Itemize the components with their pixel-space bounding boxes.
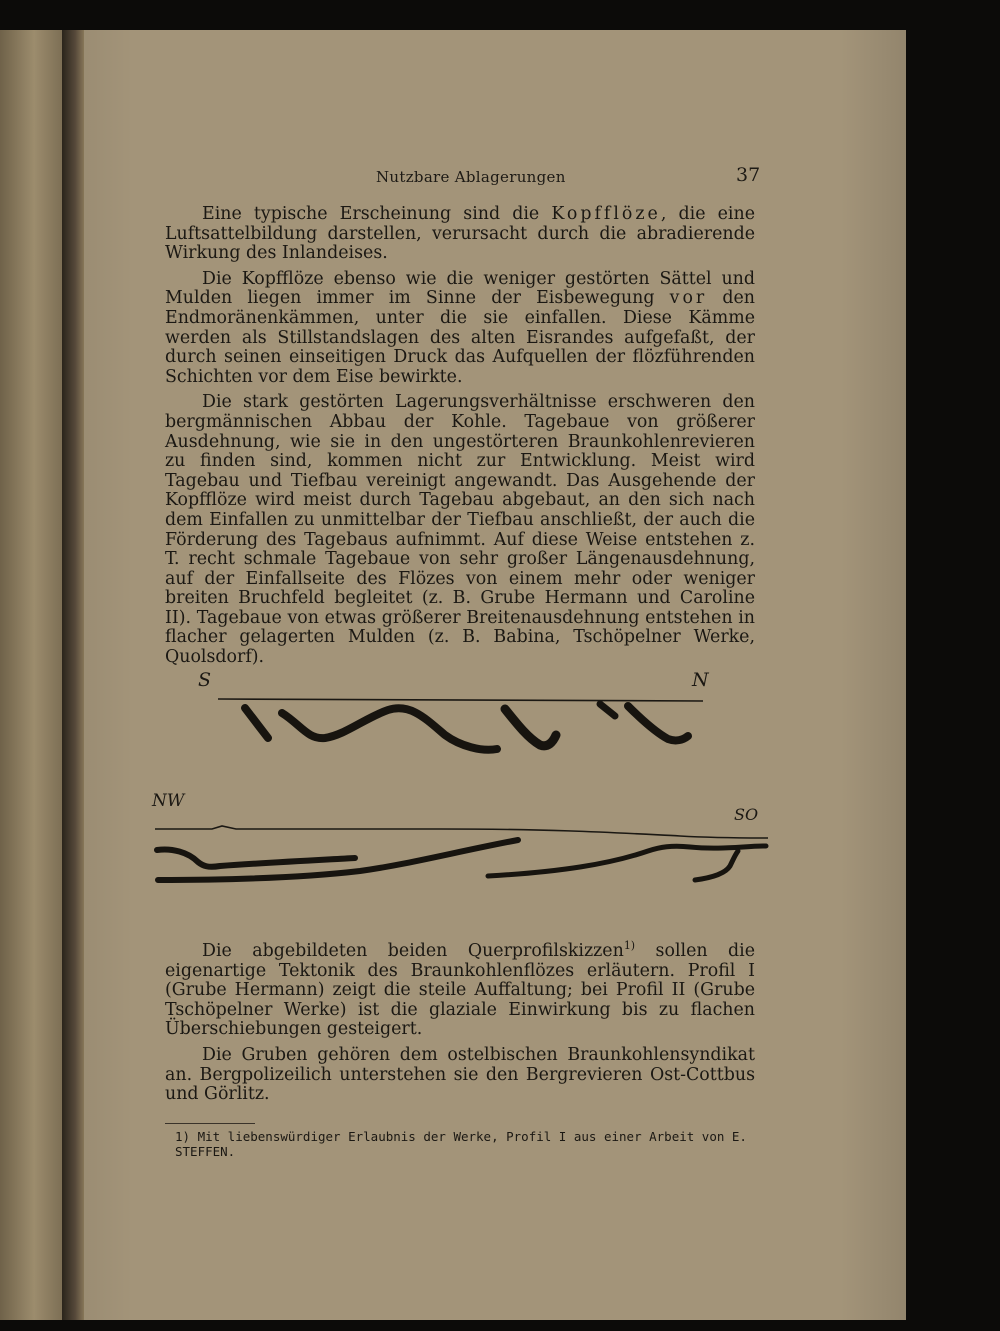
- fig1-label-left: S: [198, 669, 212, 691]
- fig2-label-left: NW: [152, 791, 185, 811]
- fig1-seam-1: [245, 708, 268, 738]
- fig2-label-right: SO: [734, 805, 759, 824]
- fig1-seam-2: [282, 708, 497, 750]
- fig1-seam-3: [505, 709, 556, 746]
- footnote-marker: 1): [623, 939, 636, 953]
- fig1-coal-seams: [245, 704, 688, 750]
- paragraph-4: Die abgebildeten beiden Querprofilskizzen$^{1)}$ sollen die eigenartige Tektonik des Braunkohlenflözes erläutern. Profil I (Grube Hermann) zeigt die steile Auffaltung; bei Profil II (Grube Tschöpelner Werke) ist die glaziale Einwirkung bis zu flachen Überschiebungen gesteigert.: [165, 939, 755, 1040]
- footnote-divider: [165, 1123, 255, 1124]
- fig1-label-right: N: [692, 669, 709, 691]
- paragraph-2: Die Kopfflöze ebenso wie die weniger gestörten Sättel und Mulden liegen immer im Sinne der Eisbewegung vor den Endmoränenkämmen, unter die sie einfallen. Diese Kämme werden als Stillstandslagen des alten Eisrandes aufgefaßt, der durch seinen einseitigen Druck das Aufquellen der flözführenden Schichten vor dem Eise bewirkte.: [165, 268, 755, 387]
- paragraph-3: Die stark gestörten Lagerungsverhältnisse erschweren den bergmännischen Abbau der Kohle. Tagebaue von größerer Ausdehnung, wie sie in den ungestörteren Braunkohlenrevieren zu finden sind, kommen nicht zur Entwicklung. Meist wird Tagebau und Tiefbau vereinigt angewandt. Das Ausgehende der Kopfflöze wird meist durch Tagebau abgebaut, an den sich nach dem Einfallen zu unmittelbar der Tiefbau anschließt, der auch die Förderung des Tagebaus aufnimmt. Auf diese Weise entstehen z. T. recht schmale Tagebaue von sehr großer Längenausdehnung, auf der Einfallseite des Flözes von einem mehr oder weniger breiten Bruchfeld begleitet (z. B. Grube Hermann und Caroline II). Tagebaue von etwas größerer Breitenausdehnung entstehen in flacher gelagerten Mulden (z. B. Babina, Tschöpelner Werke, Quolsdorf).: [165, 392, 755, 668]
- running-head: Nutzbare Ablagerungen: [376, 168, 566, 186]
- fig1-surface-line: [218, 699, 703, 701]
- fig1-seam-4: [600, 704, 615, 716]
- body-text-bottom: [165, 939, 755, 1111]
- footnote: 1) Mit liebenswürdiger Erlaubnis der Werke, Profil I aus einer Arbeit von E. STEFFEN.: [175, 1129, 747, 1159]
- paragraph-1: Eine typische Erscheinung sind die Kopfflöze, die eine Luftsattelbildung darstellen, verursacht durch die abradierende Wirkung des Inlandeises.: [165, 204, 755, 264]
- fig1-seam-5: [628, 706, 688, 740]
- page-number: 37: [736, 164, 761, 186]
- paragraph-5: Die Gruben gehören dem ostelbischen Braunkohlensyndikat an. Bergpolizeilich unterstehen sie den Bergrevieren Ost-Cottbus und Görlitz.: [165, 1044, 755, 1105]
